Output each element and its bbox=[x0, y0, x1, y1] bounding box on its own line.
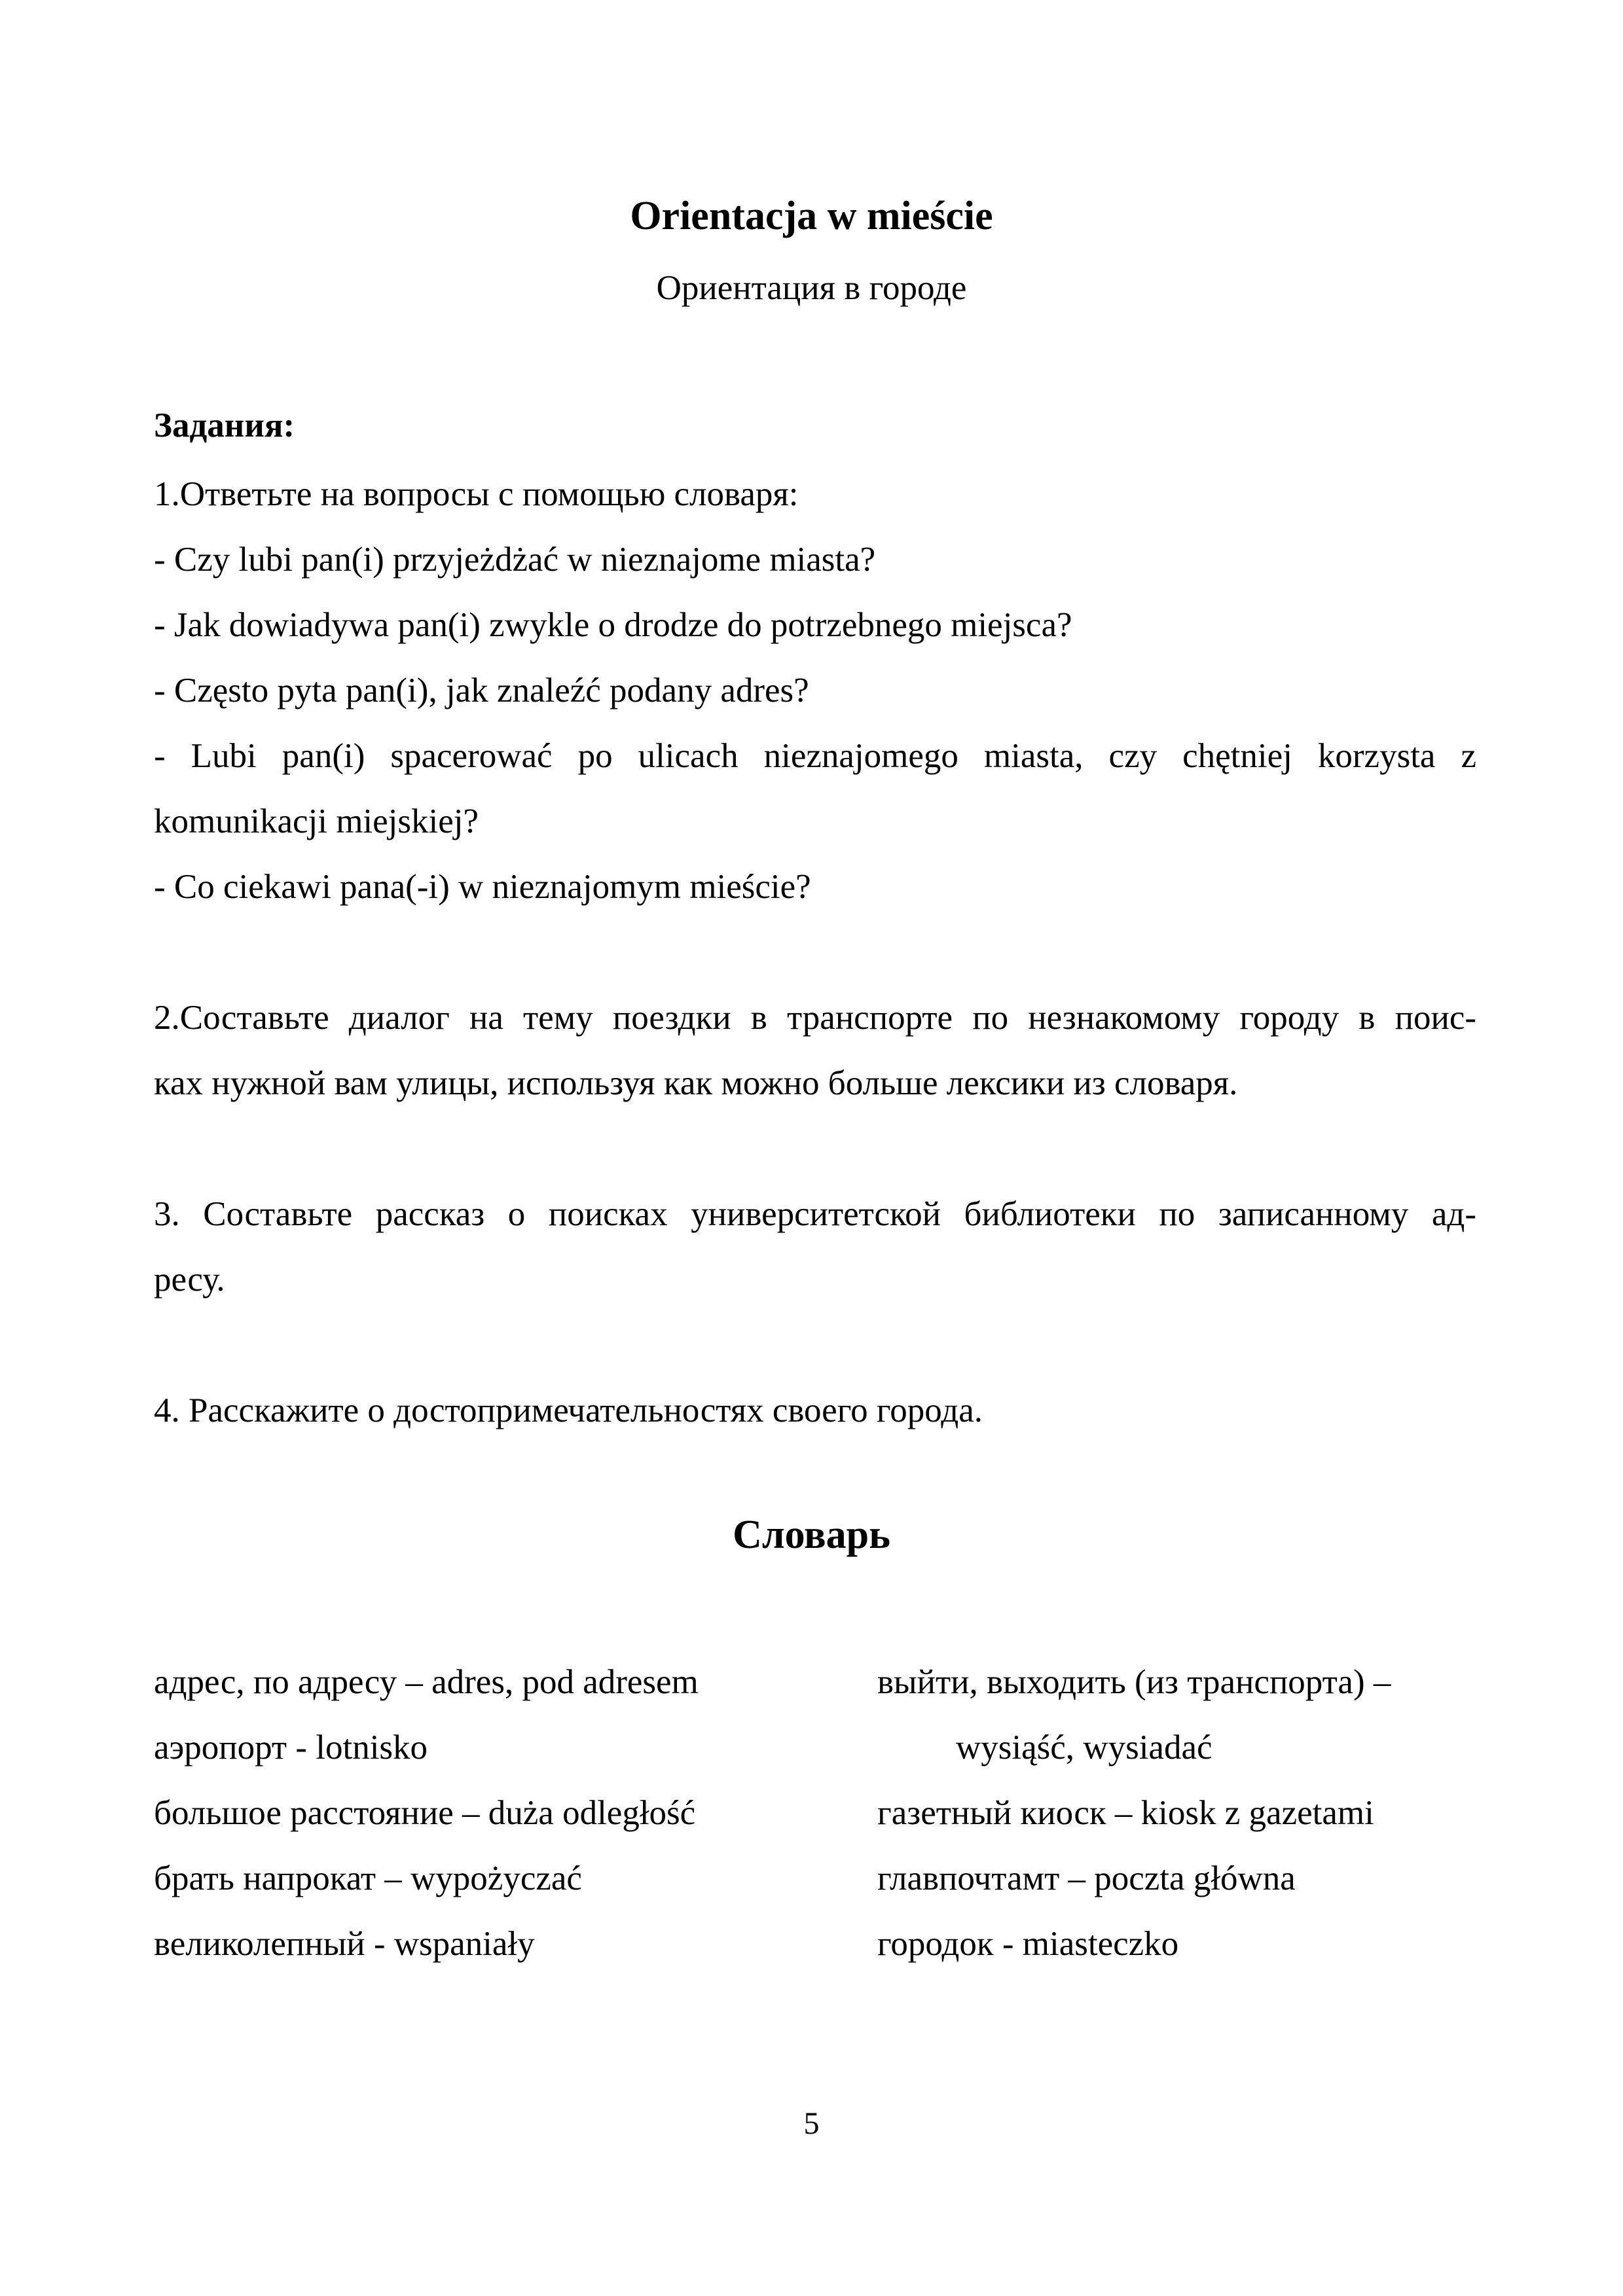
dictionary-entry: брать напрокат – wypożyczać bbox=[154, 1859, 582, 1897]
task-1-intro: 1.Ответьте на вопросы с помощью словаря: bbox=[154, 475, 799, 513]
task-1-question: - Często pyta pan(i), jak znaleźć podany adres? bbox=[154, 672, 809, 709]
page-number: 5 bbox=[803, 2106, 820, 2141]
page-title: Orientacja w mieście bbox=[630, 194, 993, 238]
task-1-question-continuation: komunikacji miejskiej? bbox=[154, 802, 479, 840]
dictionary-entry-continuation: wysiąść, wysiadać bbox=[956, 1729, 1213, 1767]
dictionary-entry: великолепный - wspaniały bbox=[154, 1925, 535, 1963]
task-2-line: ках нужной вам улицы, используя как можно больше лексики из словаря. bbox=[154, 1064, 1238, 1102]
task-4-line: 4. Расскажите о достопримечательностях своего города. bbox=[154, 1391, 983, 1429]
dictionary-entry: выйти, выходить (из транспорта) – bbox=[877, 1663, 1391, 1701]
dictionary-entry: аэропорт - lotnisko bbox=[154, 1729, 428, 1767]
task-3-line: 3. Составьте рассказ о поисках университетской библиотеки по записанному ад- bbox=[154, 1195, 1476, 1233]
task-1-question: - Co ciekawi pana(-i) w nieznajomym mieście? bbox=[154, 868, 811, 906]
task-1-question: - Czy lubi pan(i) przyjeżdżać w nieznajome miasta? bbox=[154, 541, 876, 579]
task-4 bbox=[154, 1378, 1476, 1443]
tasks-heading: Задания: bbox=[154, 406, 295, 444]
dictionary-entry: газетный киоск – kiosk z gazetami bbox=[877, 1794, 1374, 1832]
dictionary-left-column bbox=[154, 1649, 848, 1977]
task-2-line: 2.Составьте диалог на тему поездки в транспорте по незнакомому городу в поис- bbox=[154, 999, 1476, 1037]
page-subtitle: Ориентация в городе bbox=[656, 269, 967, 307]
dictionary-entry: городок - miasteczko bbox=[877, 1925, 1179, 1963]
dictionary-entry: главпочтамт – poczta główna bbox=[877, 1859, 1296, 1897]
task-2 bbox=[154, 985, 1476, 1116]
task-3-line: ресу. bbox=[154, 1261, 225, 1299]
dictionary-title: Словарь bbox=[733, 1513, 890, 1557]
dictionary-entry: большое расстояние – duża odległość bbox=[154, 1794, 696, 1832]
task-3 bbox=[154, 1181, 1476, 1312]
dictionary-right-column bbox=[877, 1649, 1506, 1977]
dictionary-entry: адрес, по адресу – adres, pod adresem bbox=[154, 1663, 699, 1701]
task-1-question: - Lubi pan(i) spacerować po ulicach nieznajomego miasta, czy chętniej korzysta z bbox=[154, 737, 1476, 775]
task-1 bbox=[154, 461, 1476, 920]
task-1-question: - Jak dowiadywa pan(i) zwykle o drodze do potrzebnego miejsca? bbox=[154, 606, 1072, 644]
